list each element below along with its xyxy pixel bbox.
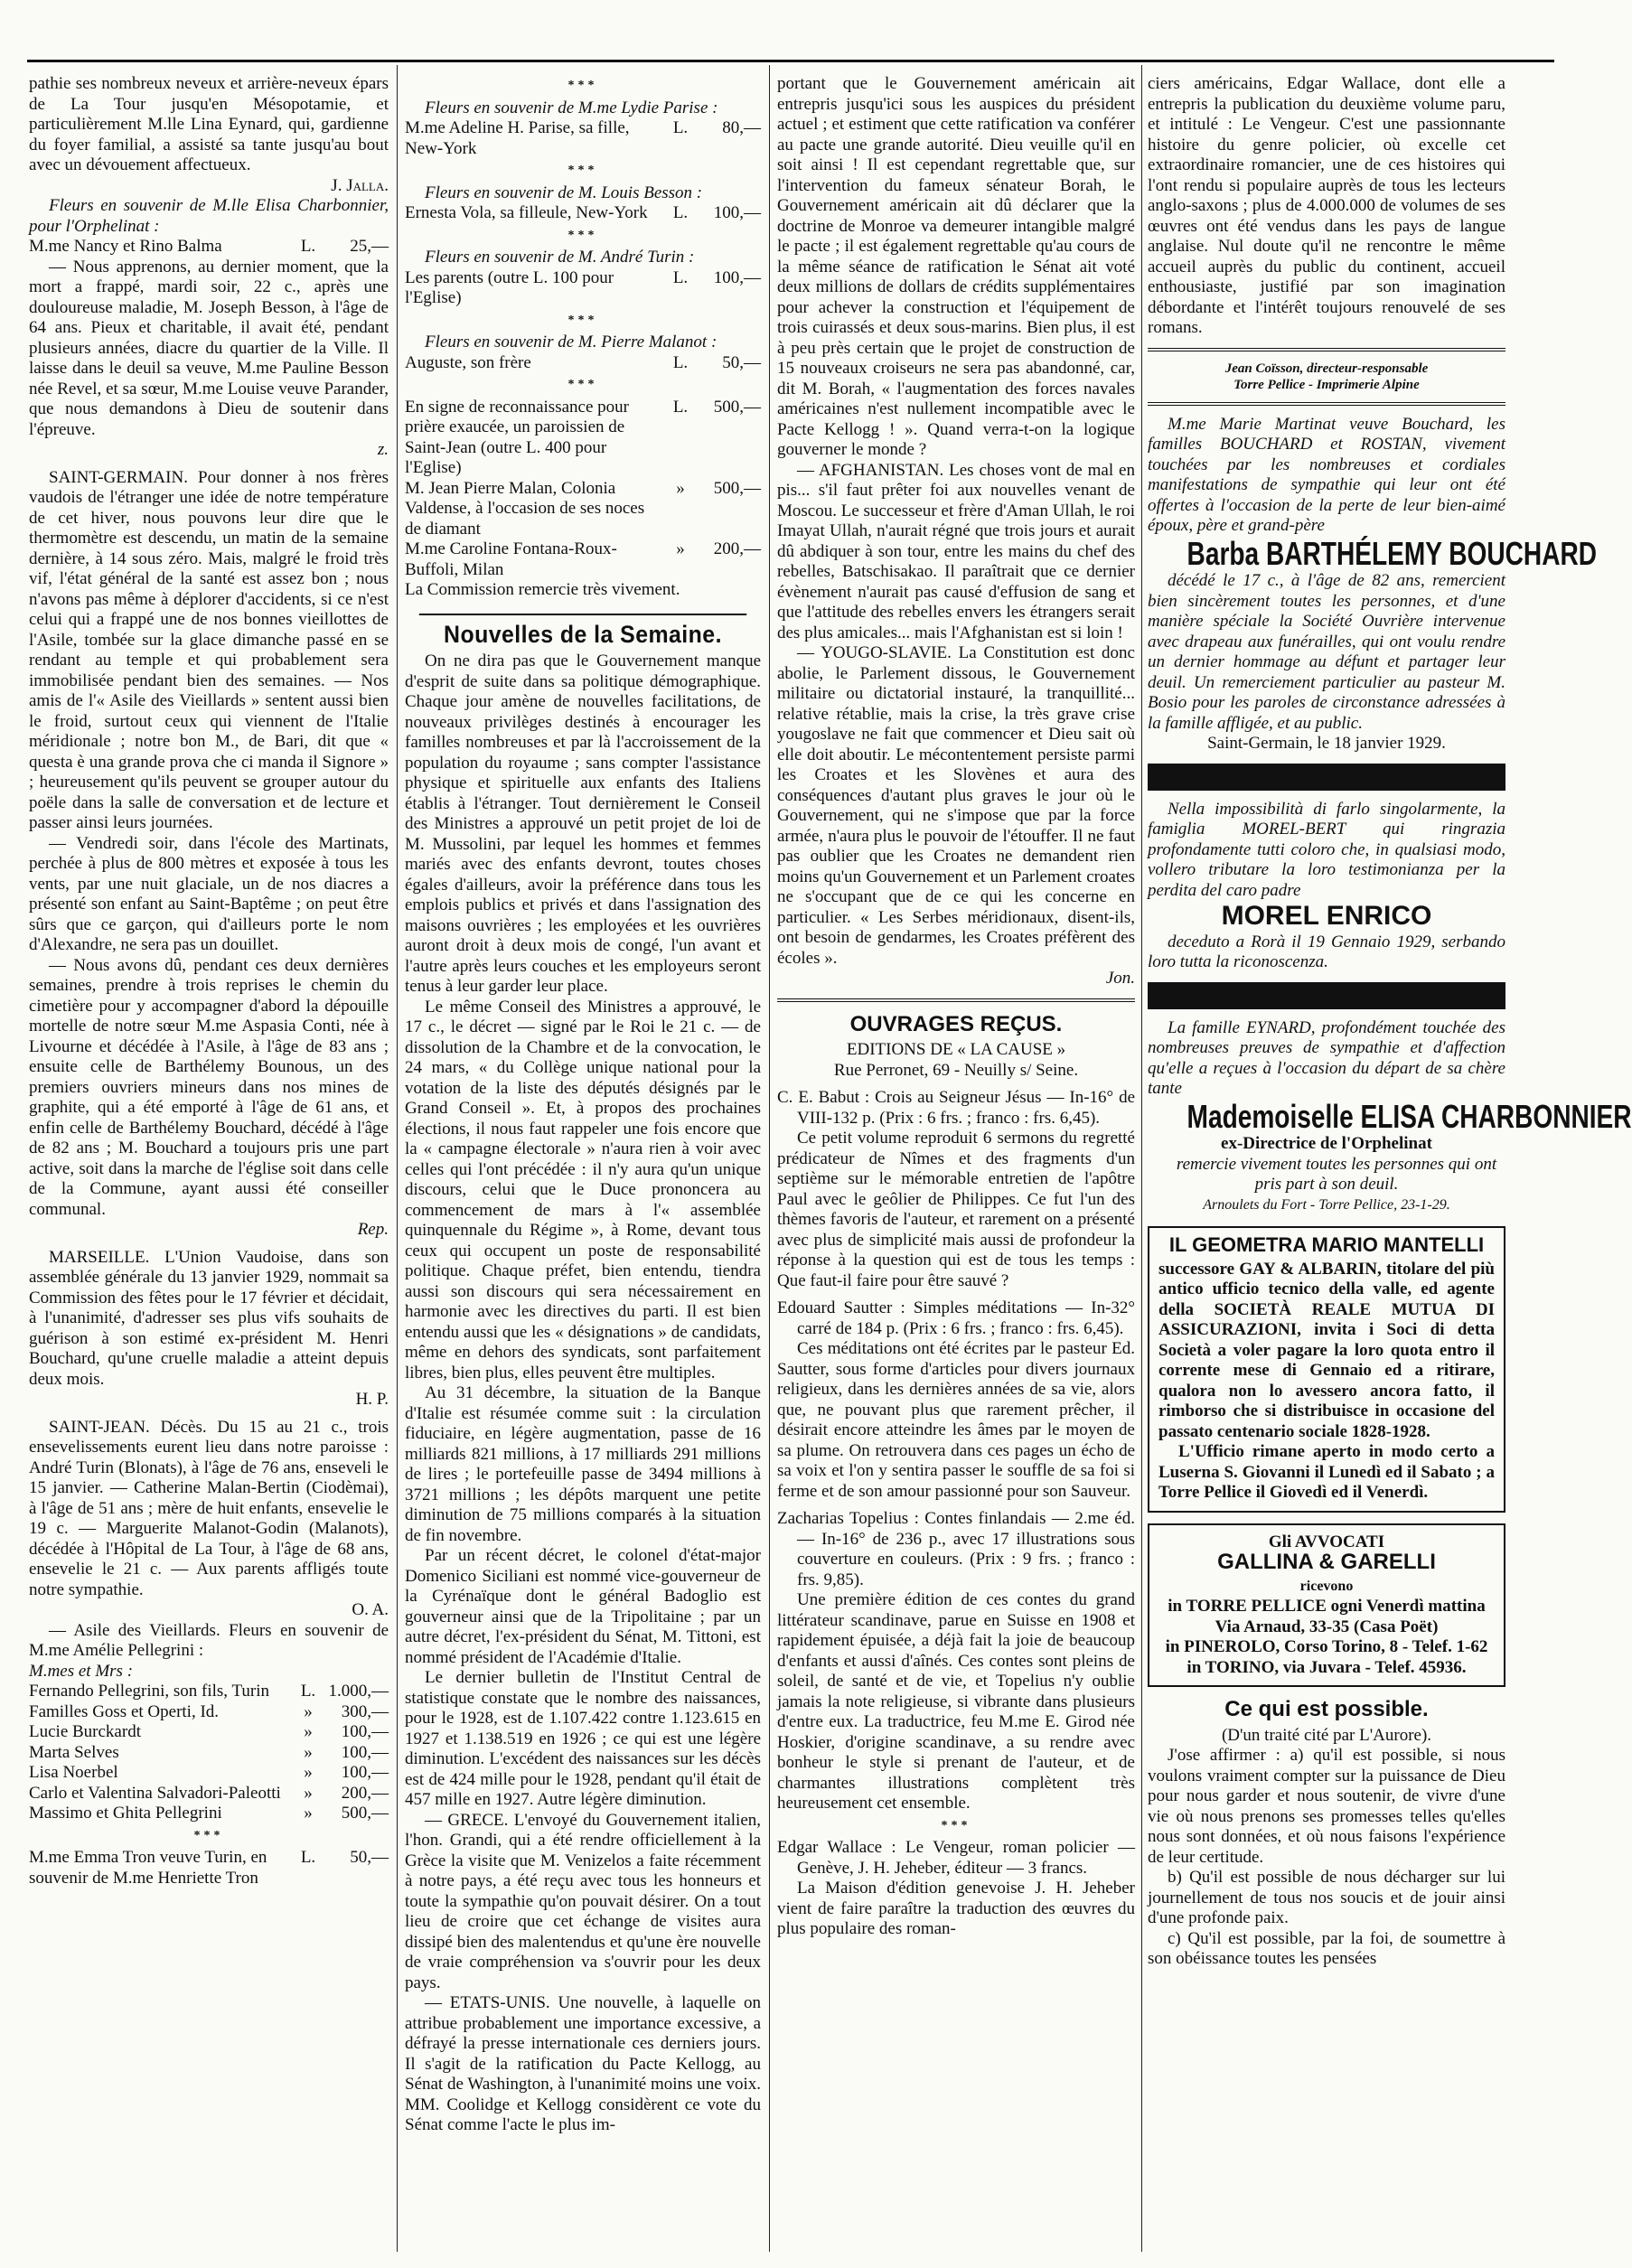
book-review: Une première édition de ces contes du grand littérateur scandinave, parue en Suisse en 1908 et rapidement épuisée, a déjà fait la joie de beaucoup d'enfants et aussi d'aînés. Ces contes sont pleins de soleil, de santé et de vie, et Topelius n'y oublie jamais la note religieuse, si vibrante dans plusieurs d'entre eux. La traductrice, feu M.me E. Girod née Hoskier, d'origine scandinave, a su rendre avec bonheur le style si prenant de l'auteur, et de charmantes illustrations complètent très heureusement cet ensemble. xyxy=(777,1590,1135,1813)
divider xyxy=(1148,348,1505,351)
donation-line: M.me Caroline Fontana-Roux-Buffoli, Milan » 200,— xyxy=(405,539,761,579)
book-review: Ce petit volume reproduit 6 sermons du regretté prédicateur de Nîmes et des fragments d'un septième sur le mémorable entretien de l'apôtre Paul avec le geôlier de Philippes. Ce fut l'un des thèmes favoris de l'auteur, et rarement on a présenté avec plus de simplicité mais aussi de profondeur la réponse à la question qui est de tous les temps : Que faut-il faire pour être sauvé ? xyxy=(777,1129,1135,1290)
book-entry: Edgar Wallace : Le Vengeur, roman policier — Genève, J. H. Jeheber, éditeur — 3 francs. xyxy=(777,1838,1135,1878)
publisher: EDITIONS DE « LA CAUSE » xyxy=(846,1040,1066,1059)
book-entry: Zacharias Topelius : Contes finlandais — 2.me éd. — In-16° de 236 p., avec 17 illustrations sous couverture en couleurs. (Prix : 9 frs. ; franco : frs. 9,85). xyxy=(777,1509,1135,1589)
donation-line: En signe de reconnaissance pour prière exaucée, un paroissien de Saint-Jean (outre L. 400 pour l'Eglise) L. 500,— xyxy=(405,397,761,477)
paragraph: portant que le Gouvernement américain ait entrepris jusqu'ici sous les auspices du président actuel ; et estiment que cette ratification va conférer au pacte une grande autorité. Dieu veuille qu'il en soit ainsi ! Il est cependant regrettable que, sur l'intervention du fameux sénateur Borah, le Gouvernement américain ait dû déclarer que la doctrine de Monroe va demeurer intangible malgré le pacte ; il est également regrettable qu'au cours de la même séance de ratification le Sénat ait voté deux millions de dollars de crédits supplémentaires pour achever la construction et l'équipement de trois cuirassés et deux sous-marins. Bien plus, il est à peu près certain que le projet de construction de 15 nouveaux croiseurs ne sera pas abandonné, car, dit M. Borah, « l'augmentation des forces navales américaines n'est nullement incompatible avec le Pacte Kellogg ! ». Quand verra-t-on la logique gouverner le monde ? xyxy=(777,74,1135,459)
ad-text: in PINEROLO, Corso Torino, 8 - Telef. 1-62 xyxy=(1165,1637,1488,1656)
signature: H. P. xyxy=(355,1390,389,1409)
paragraph: Le même Conseil des Ministres a approuvé, le 17 c., le décret — signé par le Roi le 21 c. — de dissolution de la Chambre et de la convocation, le 24 mars, « du Collège unique national pour la votation de la liste des députés désignés par le Grand Conseil ». Et, à propos des prochaines élections, il nous faut rappeler une fois encore que la « campagne électorale » n'aura rien à voir avec celles qui l'ont précédée : il n'y aura qu'un unique discours, celui que le Duce prononcera au commencement de mars à l'« assemblée quinquennale du Régime », à Rome, devant tous ceux qui occupent un poste de responsabilité politique. Chaque préfet, bien entendu, tiendra aussi son discours qui sera nécessairement en harmonie avec les directives du parti. Il est bien entendu aussi que les « désignations » de candidats, même en dehors des syndicats, sont parfaitement libres, bien plus, elles peuvent être multiples. xyxy=(405,997,761,1382)
flowers-heading: Fleurs en souvenir de M. Pierre Malanot : xyxy=(425,333,718,351)
donation-line: Massimo et Ghita Pellegrini » 500,— xyxy=(29,1804,389,1823)
paragraph: — Nous apprenons, au dernier moment, que la mort a frappé, mardi soir, 22 c., après une douloureuse maladie, M. Joseph Besson, à l'âge de 64 ans. Pieux et charitable, il avait été, pendant plusieurs années, diacre du quartier de la Ville. Il laisse dans le deuil sa veuve, M.me Pauline Besson née Revel, et sa sœur, M.me Louise veuve Parander, que nous demandons à Dieu de soutenir dans l'épreuve. xyxy=(29,257,389,439)
paragraph: SAINT-GERMAIN. Pour donner à nos frères vaudois de l'étranger une idée de notre température de cet hiver, nous pouvons leur dire que le thermomètre est descendu, un matin de la semaine dernière, à 14 sous zéro. Mais, malgré le froid très vif, l'état général de la santé est assez bon ; nous n'avons pas même à déplorer d'accidents, si ce n'est celui qui a frappé une de nos bonnes vieillottes de l'Asile, tombée sur la glace dimanche passé en se rendant au temple et qui probablement sera immobilisée pendant bien des semaines. — Nos amis de l'« Asile des Vieillards » sentent aussi bien le froid, surtout ceux qui viennent de l'Italie méridionale ; notre bon M., de Bari, dit que « questa è una grande prova che ci manda il Signore » ; heureusement qu'ils peuvent se grouper autour du poële dans la salle de conversation et de lecture et passer ainsi leurs journées. xyxy=(29,467,389,832)
paragraph: — AFGHANISTAN. Les choses vont de mal en pis... s'il faut prêter foi aux nouvelles venant de Moscou. Le successeur et frère d'Aman Ullah, le roi Imayat Ullah, n'aurait régné que trois jours et aurait dû abdiquer à son tour, entre les mains du chef des rebelles, Batschisakao. Il paraîtrait que ce dernier évènement n'aurait pas causé d'effusion de sang et que l'attitude des rebelles envers les étrangers serait des plus amicales... mais l'Afghanistan est si loin ! xyxy=(777,460,1135,642)
divider xyxy=(1148,402,1505,406)
paragraph: — Vendredi soir, dans l'école des Martinats, perchée à plus de 800 mètres et exposée à tous les vents, par une nuit glaciale, un de nos diacres a présenté son enfant au Saint-Baptême ; on peut être sûrs que ce garçon, qui d'ailleurs porte le nom d'Alexandre, ne sera pas un douillet. xyxy=(29,833,389,954)
signature: z. xyxy=(377,440,389,459)
flowers-heading: Fleurs en souvenir de M. Louis Besson : xyxy=(425,183,703,202)
advertisement-mantelli xyxy=(1148,1226,1505,1513)
donation-line: Carlo et Valentina Salvadori-Paleotti » 200,— xyxy=(29,1783,389,1803)
paragraph: — YOUGO-SLAVIE. La Constitution est donc abolie, le Parlement dissous, le Gouvernement militaire ou dictatorial instauré, la tranquillité... relative rétablie, mais la crise, la très grave crise yougoslave ne fait que commencer et Dieu sait où elle doit aboutir. Le mécontentement persiste parmi les Croates et les Slovènes et aura des conséquences d'autant plus graves le jour où le Gouvernement, qui ne s'impose que par la force armée, n'aura plus le pouvoir de l'étouffer. Il ne faut pas oublier que les Croates ne demandent rien moins qu'un Gouvernement et un Parlement croates ne s'occupant que de ce qui les concerne en particulier. « Les Serbes méridionaux, disent-ils, ont besoin de gendarmes, les Croates préfèrent des écoles ». xyxy=(777,643,1135,968)
advertisement-lawyers xyxy=(1148,1523,1505,1688)
donation-line: M.me Adeline H. Parise, sa fille, New-York L. 80,— xyxy=(405,118,761,158)
signature: O. A. xyxy=(352,1600,389,1619)
ad-text: successore GAY & ALBARIN, titolare del più antico ufficio tecnico della valle, ed agente della SOCIETÀ REALE MUTUA DI ASSICURAZIONI, invita i Soci di detta Società a voler pagare la loro quota entro il corrente mese di Gennaio ed a ritirare, qualora non lo avessero ancora fatto, il rimborso che si distribuisce in occasione del passato centenario sociale 1828-1928. xyxy=(1158,1259,1495,1441)
separator-stars: *** xyxy=(567,79,598,92)
donors-label: M.mes et Mrs : xyxy=(29,1661,134,1681)
mourning-band xyxy=(1148,982,1505,1009)
signature: Rep. xyxy=(357,1220,389,1239)
signature: Jon. xyxy=(1105,969,1135,988)
paragraph: On ne dira pas que le Gouvernement manque d'esprit de suite dans sa politique démographique. Chaque jour amène de nouvelles facilitations, de nouveaux privilèges destinés à encourager les familles nombreuses et par là l'accroissement de la population du royaume ; sans compter l'assistance physique et spirituelle aux enfants des Italiens établis à l'étranger. Tout dernièrement le Conseil des Ministres a approuvé un petit projet de loi de M. Mussolini, par lequel les hommes et femmes mariés avec des enfants devront, toutes choses égales d'ailleurs, avoir la préférence dans tous les emplois publics et privés et dans l'assignation des maisons ouvrières ; les employées et les ouvrières auront droit à deux mois de congé, l'un avant et l'autre après leurs couches et les employeurs seront tenus à leur garder leur place. xyxy=(405,651,761,996)
separator-stars: *** xyxy=(567,164,598,177)
section-subheading: (D'un traité cité par L'Aurore). xyxy=(1221,1725,1432,1745)
paragraph: ciers américains, Edgar Wallace, dont elle a entrepris la publication du deuxième volume paru, et intitulé : Le Vengeur. C'est une passionnante histoire du genre policier, où excelle cet extraordinaire romancier, une de ces histoires qui l'ont rendu si populaire auprès de tous les lecteurs anglo-saxons ; plus de 4.000.000 de volumes de ses œuvres ont été vendus dans les pays de langue anglaise. Nul doute qu'il ne rencontre le même accueil auprès du public du continent, accueil enthousiaste, justifié par son imagination débordante et l'intérêt toujours renouvelé de ses romans. xyxy=(1148,74,1505,337)
section-heading: Ce qui est possible. xyxy=(1224,1697,1429,1721)
donation-line: M. Jean Pierre Malan, Colonia Valdense, à l'occasion de ses noces de diamant » 500,— xyxy=(405,478,761,539)
paragraph: SAINT-JEAN. Décès. Du 15 au 21 c., trois ensevelissements eurent lieu dans notre paroisse : André Turin (Blonats), à l'âge de 76 ans, enseveli le 15 janvier. — Catherine Malan-Bertin (Ciodèmai), à l'âge de 51 ans ; mère de huit enfants, ensevelie le 19 c. — Marguerite Malanot-Godin (Malanots), décédée à l'Hôpital de La Tour, à l'âge de 68 ans, ensevelie le 21 c. — Aux parents affligés toute notre sympathie. xyxy=(29,1417,389,1599)
notice-text: Nella impossibilità di farlo singolarmente, la famiglia MOREL-BERT qui ringrazia profondamente tutti coloro che, in qualsiasi modo, vollero tributare la loro testimonianza per la perdita del caro padre xyxy=(1148,799,1505,900)
donation-line: M.me Emma Tron veuve Turin, en souvenir de M.me Henriette Tron L. 50,— xyxy=(29,1848,389,1888)
separator-stars: *** xyxy=(193,1828,224,1842)
notice-text: La famille EYNARD, profondément touchée des nombreuses preuves de sympathie et d'affection qu'elle a reçues à l'occasion du départ de sa chère tante xyxy=(1148,1017,1505,1098)
donation-line: Ernesta Vola, sa filleule, New-York L. 100,— xyxy=(405,203,761,222)
flowers-heading: Fleurs en souvenir de M.me Lydie Parise : xyxy=(425,98,718,117)
donation-line: Auguste, son frère L. 50,— xyxy=(405,352,761,372)
donation-line: Familles Goss et Operti, Id. » 300,— xyxy=(29,1701,389,1721)
imprint-director: Jean Coïsson, directeur-responsable xyxy=(1224,361,1429,376)
ad-title: IL GEOMETRA MARIO MANTELLI xyxy=(1168,1233,1485,1256)
notice-name: MOREL ENRICO xyxy=(1221,901,1432,931)
separator-stars: *** xyxy=(567,313,598,327)
paragraph: Par un récent décret, le colonel d'état-major Domenico Siciliani est nommé vice-gouverneur de la Cyrénaïque dont le général Badoglio est gouverneur ainsi que de la Tripolitaine ; par un autre décret, l'ex-président du Sénat, M. Tittoni, est nommé président de l'Académie d'Italie. xyxy=(405,1546,761,1667)
mourning-band xyxy=(1148,764,1505,791)
separator-stars: *** xyxy=(567,378,598,391)
notice-date: Saint-Germain, le 18 janvier 1929. xyxy=(1207,734,1446,753)
column-2 xyxy=(405,74,761,2243)
notice-text: M.me Marie Martinat veuve Bouchard, les familles BOUCHARD et ROSTAN, vivement touchées par les nombreuses et cordiales manifestations de sympathie qui leur ont été offertes à l'occasion de la perte de leur bien-aimé époux, père et grand-père xyxy=(1148,414,1505,535)
book-review: Ces méditations ont été écrites par le pasteur Ed. Sautter, sous forme d'articles pour divers journaux religieux, dans les dernières années de sa vie, alors que, ne pouvant plus que rarement prêcher, il désirait encore atteindre les âmes par le moyen de sa plume. On retrouvera dans ces pages un écho de sa voix et l'on y sentira passer le souffle de sa foi si ferme et de son amour passionné pour son Sauveur. xyxy=(777,1339,1135,1501)
paragraph: pathie ses nombreux neveux et arrière-neveux épars de La Tour jusqu'en Mésopotamie, et particulièrement M.lle Lina Eynard, qui, gardienne du foyer familial, a assisté sa tante jusqu'au bout avec un dévouement affectueux. xyxy=(29,74,389,174)
notice-date: Arnoulets du Fort - Torre Pellice, 23-1-29. xyxy=(1203,1196,1450,1213)
notice-subtitle: ex-Directrice de l'Orphelinat xyxy=(1221,1134,1432,1153)
donation-line: Lisa Noerbel » 100,— xyxy=(29,1763,389,1782)
publisher-address: Rue Perronet, 69 - Neuilly s/ Seine. xyxy=(833,1060,1079,1080)
flowers-heading: Fleurs en souvenir de M.lle Elisa Charbonnier, pour l'Orphelinat : xyxy=(29,196,389,236)
paragraph: J'ose affirmer : a) qu'il est possible, si nous voulons vraiment compter sur la puissance de Dieu pour nous garder et nous soutenir, de vivre d'une vie où nous prenons ses promesses telles qu'elles nous sont données, et où nous faisons l'expérience de leur certitude. xyxy=(1148,1746,1505,1867)
donation-line: Les parents (outre L. 100 pour l'Eglise) L. 100,— xyxy=(405,267,761,307)
donation-line: Fernando Pellegrini, son fils, Turin L. 1.000,— xyxy=(29,1682,389,1701)
paragraph: — GRECE. L'envoyé du Gouvernement italien, l'hon. Grandi, qui a été rendre officiellement à la Grèce la visite que M. Venizelos a faite récemment à notre pays, a été reçu avec tous les honneurs et toute la sympathie qu'on pouvait désirer. On a tout lieu de croire que cet échange de visites aura dissipé bien des malentendus et qu'une ère nouvelle de vraie compréhension va s'ouvrir pour les deux pays. xyxy=(405,1810,761,1992)
book-entry: Edouard Sautter : Simples méditations — In-32° carré de 184 p. (Prix : 6 frs. ; franco : frs. 6,45). xyxy=(777,1298,1135,1338)
signature: J. Jalla. xyxy=(331,175,389,195)
column-4 xyxy=(1148,74,1632,2243)
imprint-printer: Torre Pellice - Imprimerie Alpine xyxy=(1233,377,1420,392)
ad-text: L'Ufficio rimane aperto in modo certo a Luserna S. Giovanni il Lunedì ed il Sabato ; a Torre Pellice il Giovedì ed il Venerdì. xyxy=(1158,1442,1495,1502)
flowers-heading: — Asile des Vieillards. Fleurs en souvenir de M.me Amélie Pellegrini : xyxy=(29,1620,389,1660)
paragraph: c) Qu'il est possible, par la foi, de soumettre à son obéissance toutes les pensées xyxy=(1148,1928,1505,1968)
column-divider xyxy=(769,65,770,2252)
donation-line: M.me Nancy et Rino Balma L. 25,— xyxy=(29,237,389,256)
top-rule xyxy=(27,60,1554,62)
column-1 xyxy=(29,74,389,2243)
notice-text: deceduto a Rorà il 19 Gennaio 1929, serbando loro tutta la riconoscenza. xyxy=(1148,932,1505,971)
paragraph: b) Qu'il est possible de nous décharger sur lui journellement de tous nos soucis et de jouir ainsi d'une profonde paix. xyxy=(1148,1868,1505,1927)
ad-line: ricevono xyxy=(1299,1578,1354,1594)
paragraph: MARSEILLE. L'Union Vaudoise, dans son assemblée générale du 13 janvier 1929, nommait sa Commission des fêtes pour le 17 février et décidait, à l'unanimité, d'adresser ses plus vifs souhaits de guérison à son estimé ex-président M. Henri Bouchard, qu'une cruelle maladie a atteint depuis deux mois. xyxy=(29,1247,389,1389)
section-heading: OUVRAGES REÇUS. xyxy=(849,1011,1063,1036)
commission-thanks: La Commission remercie très vivement. xyxy=(405,580,680,599)
ad-text: in TORINO, via Juvara - Telef. 45936. xyxy=(1186,1657,1467,1677)
column-3 xyxy=(777,74,1135,2243)
ad-line: Gli AVVOCATI xyxy=(1268,1532,1385,1551)
paragraph: — Nous avons dû, pendant ces deux dernières semaines, prendre à trois reprises le chemin du cimetière pour y accompagner d'abord la dépouille mortelle de notre sœur M.me Aspasia Conti, née à Livourne et décédée à l'Asile, à l'âge de 83 ans ; ensuite celle de Barthélemy Bounous, un des premiers ouvriers mineurs dans nos mines de graphite, qui a été emporté à l'âge de 61 ans, et enfin celle de Barthélemy Bouchard, décédé à l'âge de 82 ans ; M. Bouchard a toujours pris une part active, soit dans la marche de l'église soit dans celle de la Commune, ayant aussi été conseiller communal. xyxy=(29,955,389,1219)
paragraph: Au 31 décembre, la situation de la Banque d'Italie est résumée comme suit : la circulation fiduciaire, en légère augmentation, passe de 16 milliards 821 millions, à 17 milliards 291 millions de lires ; le portefeuille passe de 3494 millions à 3721 millions ; les dépôts marquent une petite diminution de 75 millions comparés à la situation de fin novembre. xyxy=(405,1383,761,1545)
column-divider xyxy=(397,65,398,2252)
notice-text: décédé le 17 c., à l'âge de 82 ans, remercient bien sincèrement toutes les personnes, et d'une manière spéciale la Société Ouvrière intervenue avec drapeau aux funérailles, qui ont voulu rendre un dernier hommage au défunt et partager leur deuil. Un remerciement particulier au pasteur M. Bosio pour les paroles de circonstance adressées à la famille affligée, et au public. xyxy=(1148,571,1505,733)
notice-name: Barba BARTHÉLEMY BOUCHARD xyxy=(1186,534,1598,572)
paragraph: Le dernier bulletin de l'Institut Central de statistique constate que le nombre des naissances, pour le 1928, est de 1.107.422 contre 1.123.615 en 1927 et 1.138.519 en 1926 ; ce qui est une légère diminution. L'excédent des naissances sur les décès est de 424 mille pour le 1928, pendant qu'il était de 457 mille en 1927. Autre légère diminution. xyxy=(405,1668,761,1809)
column-divider xyxy=(1141,65,1142,2252)
notice-text: remercie vivement toutes les personnes qui ont pris part à son deuil. xyxy=(1176,1154,1497,1194)
ad-text: in TORRE PELLICE ogni Venerdì mattina Via Arnaud, 33-35 (Casa Poët) xyxy=(1168,1597,1486,1636)
donation-line: Marta Selves » 100,— xyxy=(29,1742,389,1762)
section-heading: Nouvelles de la Semaine. xyxy=(419,614,746,645)
notice-name: Mademoiselle ELISA CHARBONNIER xyxy=(1186,1097,1632,1135)
book-review: La Maison d'édition genevoise J. H. Jeheber vient de faire paraître la traduction des œuvres du plus populaire des roman- xyxy=(777,1879,1135,1938)
ad-title: GALLINA & GARELLI xyxy=(1217,1550,1436,1574)
book-entry: C. E. Babut : Crois au Seigneur Jésus — In-16° de VIII-132 p. (Prix : 6 frs. ; franco : frs. 6,45). xyxy=(777,1088,1135,1128)
flowers-heading: Fleurs en souvenir de M. André Turin : xyxy=(425,248,695,267)
divider xyxy=(777,998,1135,1002)
donation-line: Lucie Burckardt » 100,— xyxy=(29,1722,389,1741)
separator-stars: *** xyxy=(941,1818,971,1832)
separator-stars: *** xyxy=(567,228,598,242)
paragraph: — ETATS-UNIS. Une nouvelle, à laquelle on attribue probablement une importance excessive, a défrayé la presse internationale ces derniers jours. Il s'agit de la ratification du Pacte Kellogg, au Sénat de Washington, à l'unanimité moins une voix. MM. Coolidge et Kellogg considèrent ce vote du Sénat comme l'acte le plus im- xyxy=(405,1993,761,2134)
